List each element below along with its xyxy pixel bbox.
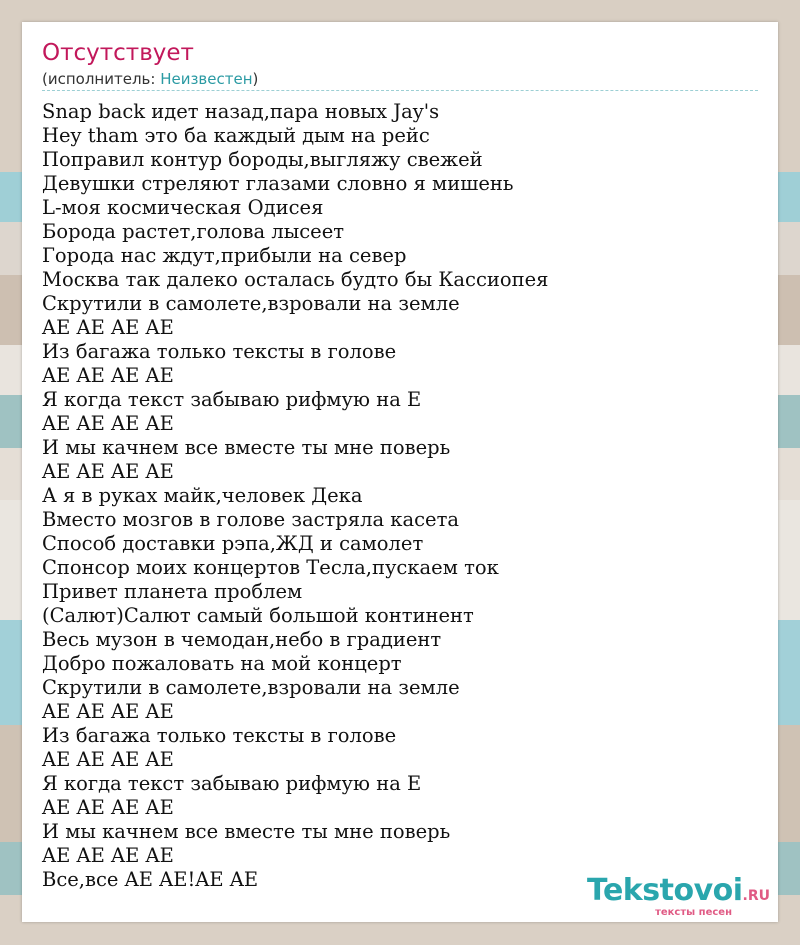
- lyric-line: AE AE AE AE: [42, 460, 174, 483]
- lyric-line: Из багажа только тексты в голове: [42, 724, 397, 747]
- lyric-line: Все,все AE AE!AE AE: [42, 868, 259, 891]
- lyric-line: (Салют)Салют самый большой континент: [42, 604, 474, 627]
- lyric-line: А я в руках майк,человек Дека: [42, 484, 363, 507]
- lyric-line: Я когда текст забываю рифмую на Е: [42, 388, 422, 411]
- lyric-line: AE AE AE AE: [42, 844, 174, 867]
- lyric-line: Спонсор моих концертов Тесла,пускаем ток: [42, 556, 499, 579]
- site-logo[interactable]: [565, 873, 770, 918]
- lyric-line: Привет планета проблем: [42, 580, 303, 603]
- lyric-line: AE AE AE AE: [42, 700, 174, 723]
- lyric-line: Поправил контур бороды,выгляжу свежей: [42, 148, 483, 171]
- logo-tld: .RU: [742, 888, 770, 904]
- lyric-line: Скрутили в самолете,взровали на земле: [42, 676, 460, 699]
- logo-name: Tekstovoi: [586, 873, 743, 908]
- lyric-line: Скрутили в самолете,взровали на земле: [42, 292, 460, 315]
- lyric-line: Борода растет,голова лысеет: [42, 220, 345, 243]
- lyric-line: AE AE AE AE: [42, 748, 174, 771]
- lyrics-card: [22, 22, 778, 922]
- lyric-line: И мы качнем все вместе ты мне поверь: [42, 820, 451, 843]
- lyric-line: Москва так далеко осталась будто бы Кассиопея: [42, 268, 549, 291]
- lyric-line: AE AE AE AE: [42, 796, 174, 819]
- artist-line: [42, 70, 258, 88]
- lyric-line: Девушки стреляют глазами словно я мишень: [42, 172, 514, 195]
- lyric-line: Добро пожаловать на мой концерт: [42, 652, 402, 675]
- lyric-line: Города нас ждут,прибыли на север: [42, 244, 407, 267]
- lyric-line: Из багажа только тексты в голове: [42, 340, 397, 363]
- lyric-line: Способ доставки рэпа,ЖД и самолет: [42, 532, 424, 555]
- lyric-line: Snap back идет назад,пара новых Jay's: [42, 100, 440, 123]
- lyric-line: Я когда текст забываю рифмую на Е: [42, 772, 422, 795]
- lyric-line: AE AE AE AE: [42, 364, 174, 387]
- lyric-line: Hey tham это ба каждый дым на рейс: [42, 124, 430, 147]
- lyric-line: L-моя космическая Одисея: [42, 196, 324, 219]
- artist-suffix: ): [252, 70, 259, 88]
- lyric-line: И мы качнем все вместе ты мне поверь: [42, 436, 451, 459]
- lyrics-text: [42, 100, 758, 892]
- lyric-line: Весь музон в чемодан,небо в градиент: [42, 628, 442, 651]
- lyric-line: AE AE AE AE: [42, 412, 174, 435]
- title-divider: [42, 90, 758, 91]
- lyric-line: Вместо мозгов в голове застряла касета: [42, 508, 459, 531]
- song-title: Отсутствует: [42, 40, 194, 66]
- logo-tagline: тексты песен: [655, 907, 732, 918]
- artist-link[interactable]: Неизвестен: [160, 70, 253, 88]
- lyric-line: AE AE AE AE: [42, 316, 174, 339]
- artist-prefix: (исполнитель:: [42, 70, 161, 88]
